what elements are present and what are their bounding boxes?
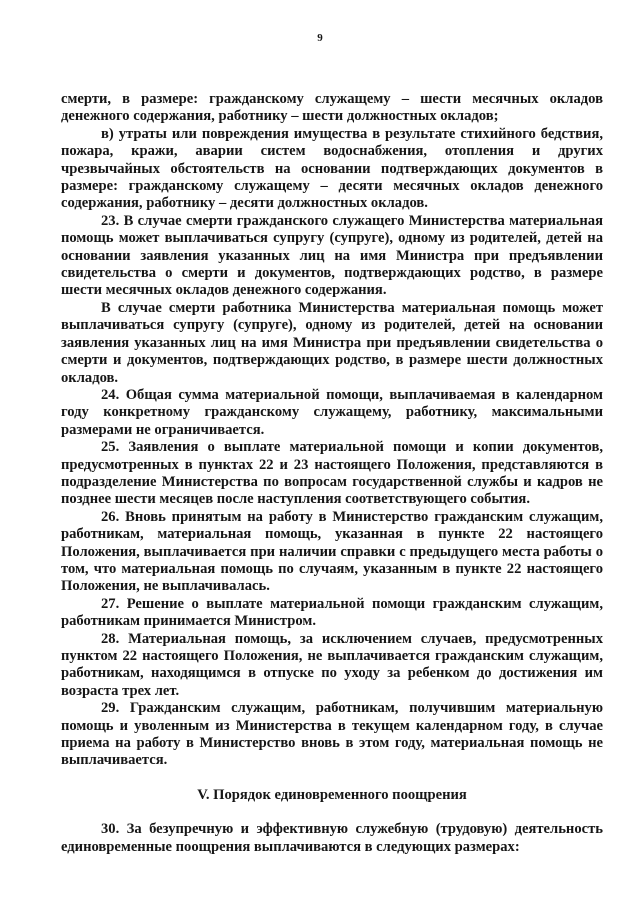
- paragraph-28: 28. Материальная помощь, за исключением случаев, предусмотренных пунктом 22 настоящего Положения, не выплачивается гражданским служащим, работникам, находящимся в отпуске по уходу за ребенком до достижения им возраста трех лет.: [61, 630, 603, 699]
- paragraph-24: 24. Общая сумма материальной помощи, выплачиваемая в календарном году конкретному гражданскому служащему, работнику, максимальными размерами не ограничивается.: [61, 386, 603, 438]
- paragraph-27: 27. Решение о выплате материальной помощи гражданским служащим, работникам принимается Министром.: [61, 595, 603, 630]
- paragraph-26: 26. Вновь принятым на работу в Министерство гражданским служащим, работникам, материальная помощь, указанная в пункте 22 настоящего Положения, выплачивается при наличии справки с предыдущего места работы о том, что материальная помощь по случаям, указанным в пункте 22 настоящего Положения, не выплачивалась.: [61, 508, 603, 595]
- page-number: 9: [317, 32, 323, 44]
- document-body: [61, 91, 603, 856]
- paragraph-item-v: в) утраты или повреждения имущества в результате стихийного бедствия, пожара, кражи, аварии систем водоснабжения, отопления и других чрезвычайных обстоятельств на основании подтверждающих документов в размере: гражданскому служащему – десяти месячных окладов денежного содержания, работнику – десяти должностных окладов.: [61, 125, 603, 212]
- paragraph-23-worker: В случае смерти работника Министерства материальная помощь может выплачиваться супругу (супруге), одному из родителей, детей на основании заявления указанных лиц на имя Министра при предъявлении свидетельства о смерти и документов, подтверждающих родство, в размере шести должностных окладов.: [61, 299, 603, 386]
- paragraph-25: 25. Заявления о выплате материальной помощи и копии документов, предусмотренных в пунктах 22 и 23 настоящего Положения, представляются в подразделение Министерства по вопросам государственной службы и кадров не позднее шести месяцев после наступления соответствующего события.: [61, 439, 603, 508]
- paragraph-30: 30. За безупречную и эффективную служебную (трудовую) деятельность единовременные поощрения выплачиваются в следующих размерах:: [61, 821, 603, 855]
- paragraph-continuation: смерти, в размере: гражданскому служащему – шести месячных окладов денежного содержания, работнику – шести должностных окладов;: [61, 91, 603, 125]
- paragraph-23: 23. В случае смерти гражданского служащего Министерства материальная помощь может выплачиваться супругу (супруге), одному из родителей, детей на основании заявления указанных лиц на имя Министра при предъявлении свидетельства о смерти и документов, подтверждающих родство, в размере шести месячных окладов денежного содержания.: [61, 212, 603, 299]
- paragraph-29: 29. Гражданским служащим, работникам, получившим материальную помощь и уволенным из Министерства в текущем календарном году, в случае приема на работу в Министерство вновь в этом году, материальная помощь не выплачивается.: [61, 700, 603, 769]
- section-heading: V. Порядок единовременного поощрения: [197, 786, 467, 803]
